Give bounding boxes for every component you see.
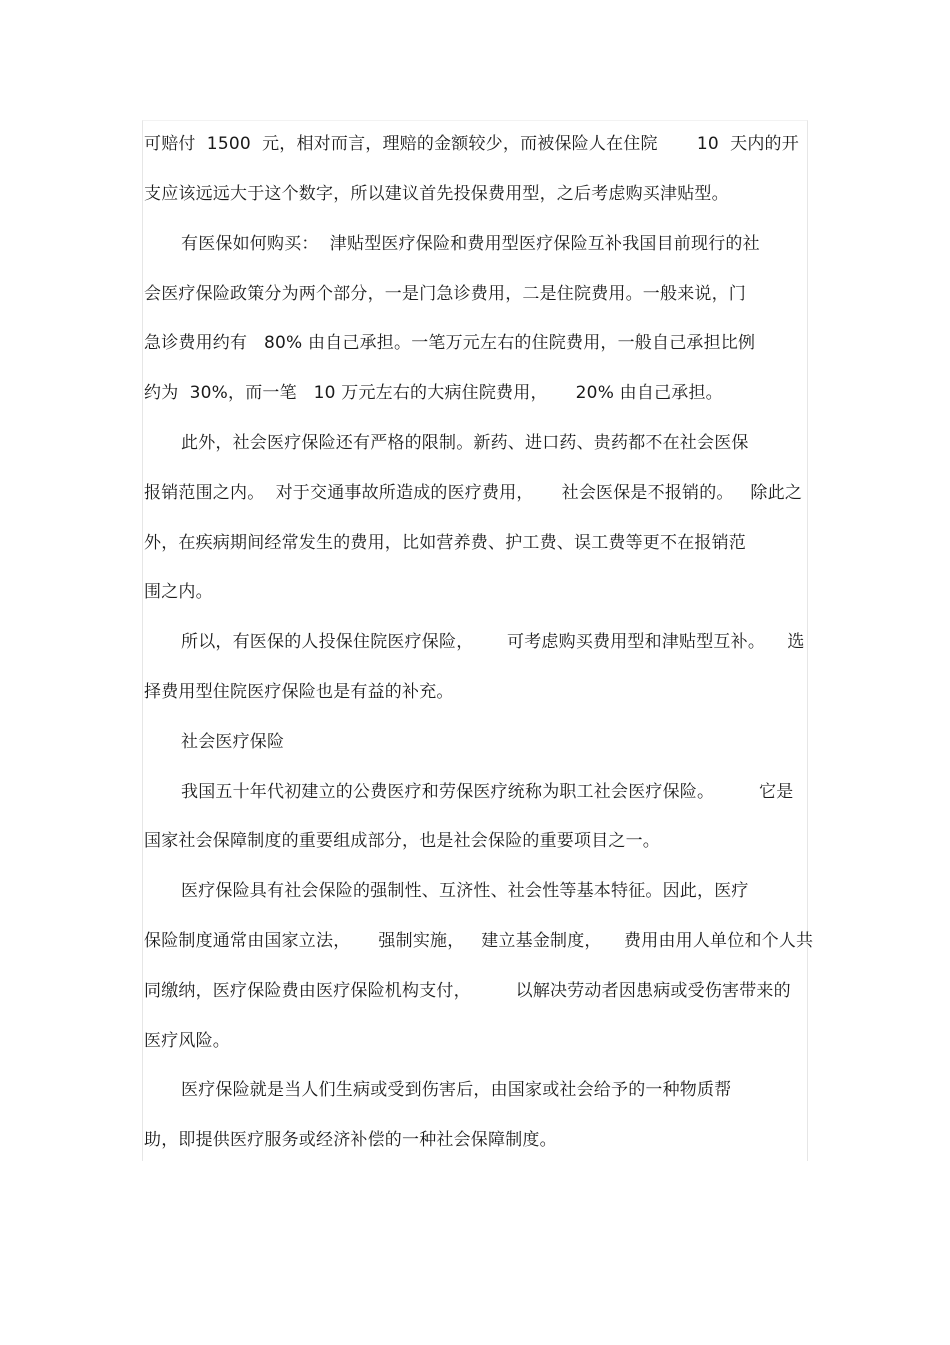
text-line-16: 医疗保险具有社会保险的强制性、互济性、社会性等基本特征。因此，医疗	[181, 881, 749, 901]
text-line-1: 可赔付 1500 元，相对而言，理赔的金额较少，而被保险人在住院 10 天内的开	[144, 134, 799, 154]
text-line-7: 此外，社会医疗保险还有严格的限制。新药、进口药、贵药都不在社会医保	[181, 433, 749, 453]
text-line-19: 医疗风险。	[144, 1031, 230, 1051]
text-line-14: 我国五十年代初建立的公费医疗和劳保医疗统称为职工社会医疗保险。 它是	[181, 782, 794, 802]
text-line-12: 择费用型住院医疗保险也是有益的补充。	[144, 682, 454, 702]
text-line-15: 国家社会保障制度的重要组成部分，也是社会保险的重要项目之一。	[144, 831, 660, 851]
text-line-20: 医疗保险就是当人们生病或受到伤害后，由国家或社会给予的一种物质帮	[181, 1080, 732, 1100]
text-line-3: 有医保如何购买： 津贴型医疗保险和费用型医疗保险互补我国目前现行的社	[181, 234, 760, 254]
text-line-21: 助，即提供医疗服务或经济补偿的一种社会保障制度。	[144, 1130, 557, 1150]
text-line-17: 保险制度通常由国家立法， 强制实施， 建立基金制度， 费用由用人单位和个人共	[144, 931, 814, 951]
section-heading: 社会医疗保险	[181, 732, 285, 752]
text-line-10: 围之内。	[144, 582, 213, 602]
text-line-11: 所以，有医保的人投保住院医疗保险， 可考虑购买费用型和津贴型互补。 选	[181, 632, 805, 652]
text-line-4: 会医疗保险政策分为两个部分，一是门急诊费用，二是住院费用。一般来说，门	[144, 284, 746, 304]
text-line-18: 同缴纳，医疗保险费由医疗保险机构支付， 以解决劳动者因患病或受伤害带来的	[144, 981, 791, 1001]
text-line-2: 支应该远远大于这个数字，所以建议首先投保费用型，之后考虑购买津贴型。	[144, 184, 729, 204]
text-line-8: 报销范围之内。 对于交通事故所造成的医疗费用， 社会医保是不报销的。 除此之	[144, 483, 803, 503]
text-line-9: 外，在疾病期间经常发生的费用，比如营养费、护工费、误工费等更不在报销范	[144, 533, 746, 553]
text-line-6: 约为 30%，而一笔 10 万元左右的大病住院费用， 20% 由自己承担。	[144, 383, 723, 403]
text-line-5: 急诊费用约有 80% 由自己承担。一笔万元左右的住院费用，一般自己承担比例	[144, 333, 756, 353]
